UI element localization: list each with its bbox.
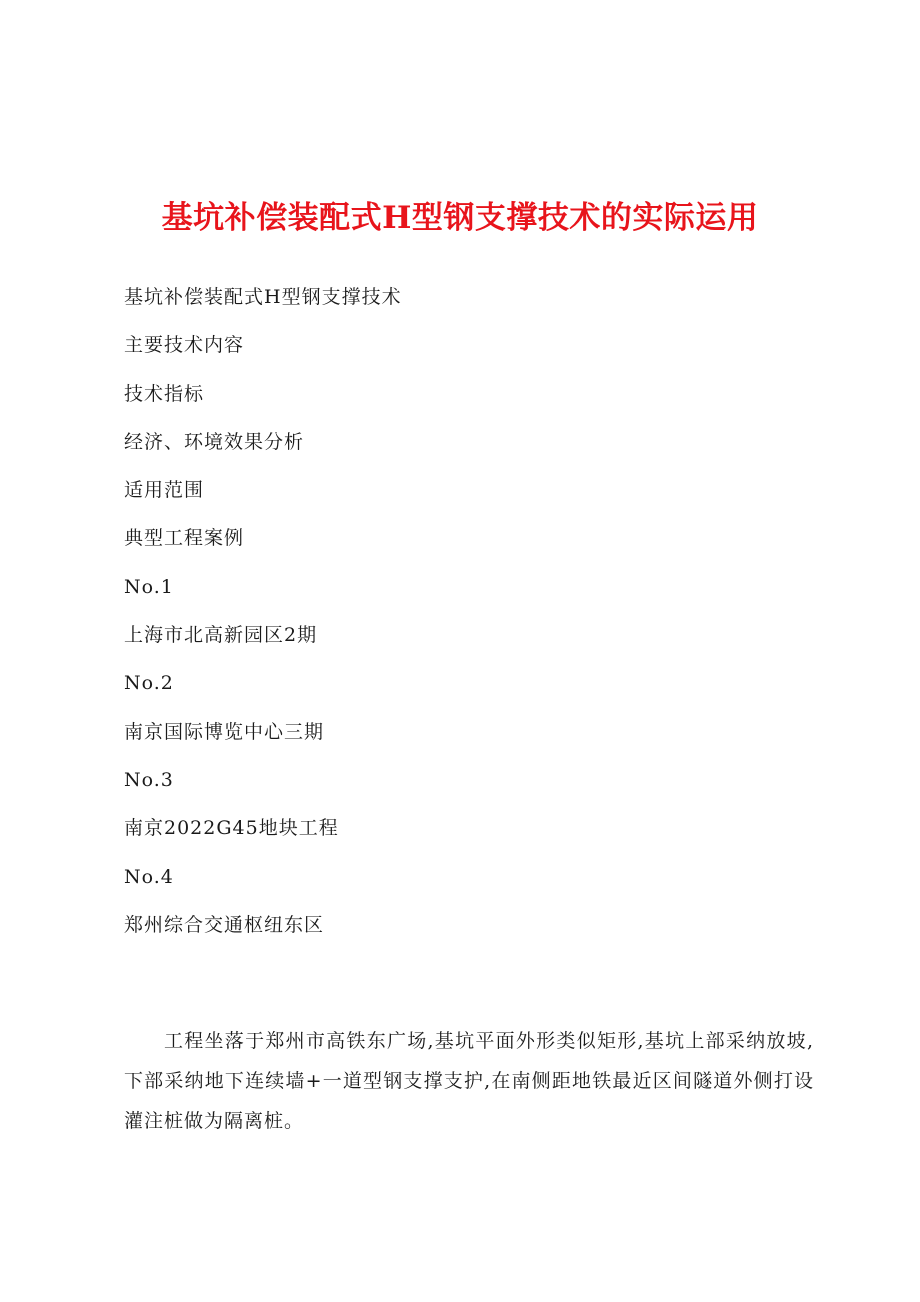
case-name-4: 郑州综合交通枢纽东区 (124, 913, 325, 936)
case-number-3: No.3 (124, 768, 174, 791)
case-description-paragraph: 工程坐落于郑州市高铁东广场,基坑平面外形类似矩形,基坑上部采纳放坡,下部采纳地下连续墙+一道型钢支撑支护,在南侧距地铁最近区间隧道外侧打设灌注桩做为隔离桩。 (124, 1030, 814, 1132)
outline-item-technology: 基坑补偿装配式H型钢支撑技术 (124, 286, 402, 308)
outline-list (124, 281, 824, 957)
document-title: 基坑补偿装配式H型钢支撑技术的实际运用 (161, 200, 759, 236)
case-number-1: No.1 (124, 575, 174, 598)
case-number-4: No.4 (124, 865, 174, 888)
case-name-1: 上海市北高新园区2期 (124, 624, 318, 647)
outline-item-indicators: 技术指标 (124, 382, 205, 405)
outline-item-analysis: 经济、环境效果分析 (124, 430, 305, 453)
case-number-2: No.2 (124, 672, 174, 695)
case-name-3: 南京2022G45地块工程 (124, 817, 339, 840)
outline-item-cases: 典型工程案例 (124, 527, 245, 550)
outline-item-scope: 适用范围 (124, 479, 205, 502)
case-name-2: 南京国际博览中心三期 (124, 720, 325, 743)
outline-item-main-content: 主要技术内容 (124, 334, 245, 357)
